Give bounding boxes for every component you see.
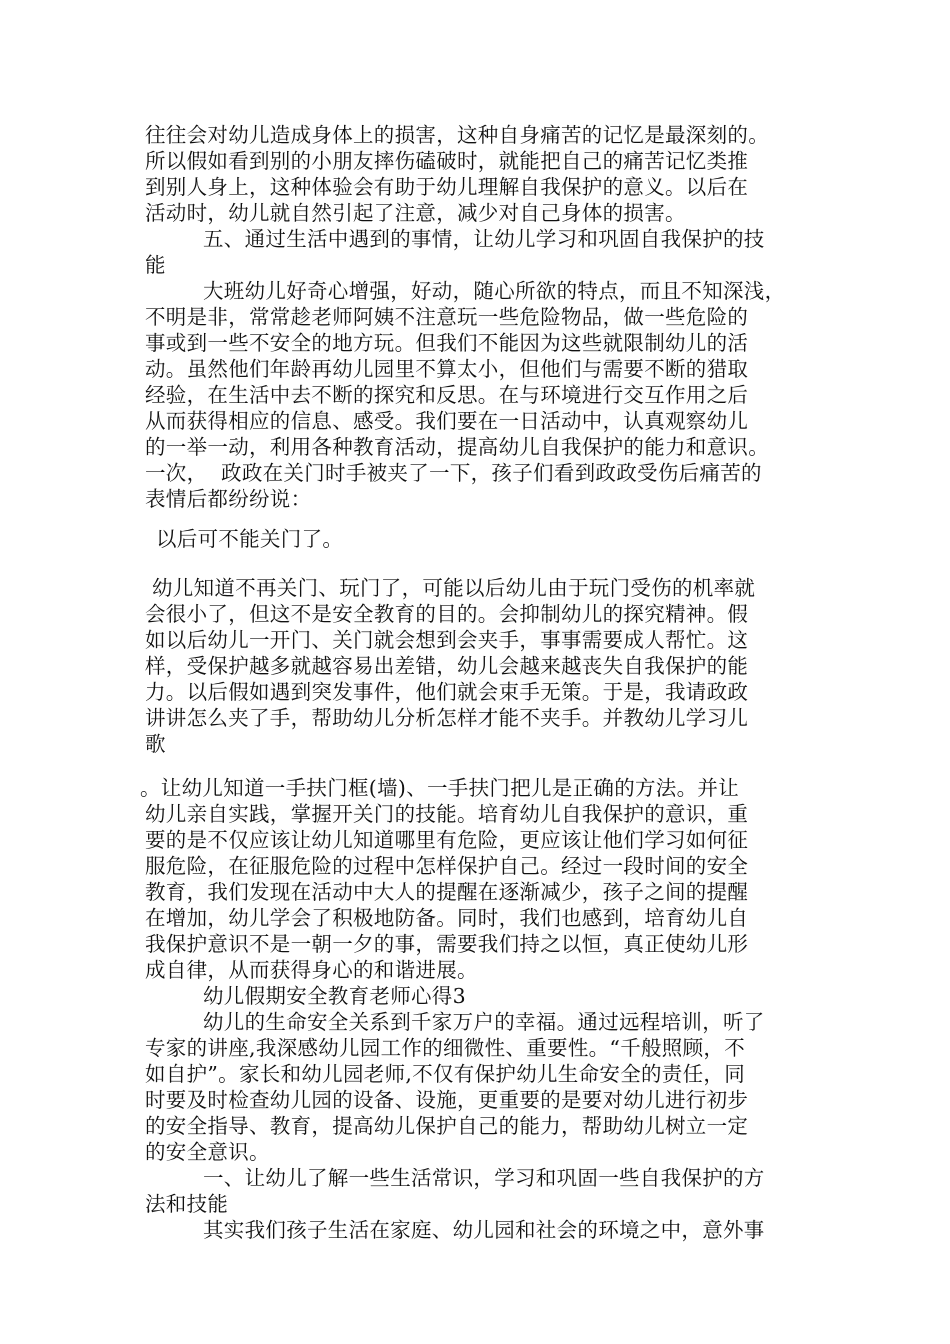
text-line: 不明是非，常常趁老师阿姨不注意玩一些危险物品，做一些危险的 (145, 305, 749, 329)
text-line: 的一举一动，利用各种教育活动，提高幼儿自我保护的能力和意识。 (145, 435, 769, 459)
text-line: 往往会对幼儿造成身体上的损害，这种自身痛苦的记忆是最深刻的。 (145, 123, 769, 147)
section-heading-continuation: 法和技能 (145, 1192, 229, 1216)
text-line: 会很小了，但这不是安全教育的目的。会抑制幼儿的探究精神。假 (145, 602, 749, 626)
text-line: 活动时，幼儿就自然引起了注意，减少对自己身体的损害。 (145, 201, 686, 225)
text-line: 成自律，从而获得身心的和谐进展。 (145, 958, 478, 982)
text-line: 的安全意识。 (145, 1140, 270, 1164)
text-line: 其实我们孩子生活在家庭、幼儿园和社会的环境之中，意外事 (203, 1218, 765, 1242)
text-line: 力。以后假如遇到突发事件，他们就会束手无策。于是，我请政政 (145, 680, 749, 704)
text-line: 事或到一些不安全的地方玩。但我们不能因为这些就限制幼儿的活 (145, 331, 749, 355)
text-line: 幼儿亲自实践，掌握开关门的技能。培育幼儿自我保护的意识，重 (145, 802, 749, 826)
text-line: 在增加，幼儿学会了积极地防备。同时，我们也感到，培育幼儿自 (145, 906, 749, 930)
text-line: 表情后都纷纷说： (145, 487, 312, 511)
text-line: 的安全指导、教育，提高幼儿保护自己的能力，帮助幼儿树立一定 (145, 1114, 749, 1138)
text-line: 到别人身上，这种体验会有助于幼儿理解自我保护的意义。以后在 (145, 175, 749, 199)
text-line: 服危险，在征服危险的过程中怎样保护自己。经过一段时间的安全 (145, 854, 749, 878)
text-line: 时要及时检查幼儿园的设备、设施，更重要的是要对幼儿进行初步 (145, 1088, 749, 1112)
text-line: 教育，我们发现在活动中大人的提醒在逐渐减少，孩子之间的提醒 (145, 880, 749, 904)
text-line: 。让幼儿知道一手扶门框(墙)、一手扶门把儿是正确的方法。并让 (140, 776, 739, 800)
quote-line: 以后可不能关门了。 (156, 527, 344, 551)
section-heading-continuation: 能 (145, 253, 166, 277)
section-heading: 五、通过生活中遇到的事情，让幼儿学习和巩固自我保护的技 (203, 227, 765, 251)
section-heading: 一、让幼儿了解一些生活常识，学习和巩固一些自我保护的方 (203, 1166, 765, 1190)
text-line: 大班幼儿好奇心增强，好动，随心所欲的特点，而且不知深浅， (203, 279, 786, 303)
text-line: 如自护”。家长和幼儿园老师,不仅有保护幼儿生命安全的责任，同 (145, 1062, 745, 1086)
text-line: 样，受保护越多就越容易出差错，幼儿会越来越丧失自我保护的能 (145, 654, 749, 678)
text-line: 一次， 政政在关门时手被夹了一下，孩子们看到政政受伤后痛苦的 (145, 461, 762, 485)
text-line: 歌 (145, 732, 166, 756)
text-line: 经验，在生活中去不断的探究和反思。在与环境进行交互作用之后 (145, 383, 749, 407)
section-title: 幼儿假期安全教育老师心得3 (203, 984, 466, 1008)
text-line: 专家的讲座,我深感幼儿园工作的细微性、重要性。“千般照顾，不 (145, 1036, 745, 1060)
text-line: 动。虽然他们年龄再幼儿园里不算太小，但他们与需要不断的猎取 (145, 357, 749, 381)
text-line: 讲讲怎么夹了手，帮助幼儿分析怎样才能不夹手。并教幼儿学习儿 (145, 706, 749, 730)
text-line: 幼儿知道不再关门、玩门了，可能以后幼儿由于玩门受伤的机率就 (152, 576, 756, 600)
text-line: 幼儿的生命安全关系到千家万户的幸福。通过远程培训，听了 (203, 1010, 765, 1034)
text-line: 从而获得相应的信息、感受。我们要在一日活动中，认真观察幼儿 (145, 409, 749, 433)
text-line: 我保护意识不是一朝一夕的事，需要我们持之以恒，真正使幼儿形 (145, 932, 749, 956)
text-line: 如以后幼儿一开门、关门就会想到会夹手，事事需要成人帮忙。这 (145, 628, 749, 652)
text-line: 要的是不仅应该让幼儿知道哪里有危险，更应该让他们学习如何征 (145, 828, 749, 852)
text-line: 所以假如看到别的小朋友摔伤磕破时，就能把自己的痛苦记忆类推 (145, 149, 749, 173)
